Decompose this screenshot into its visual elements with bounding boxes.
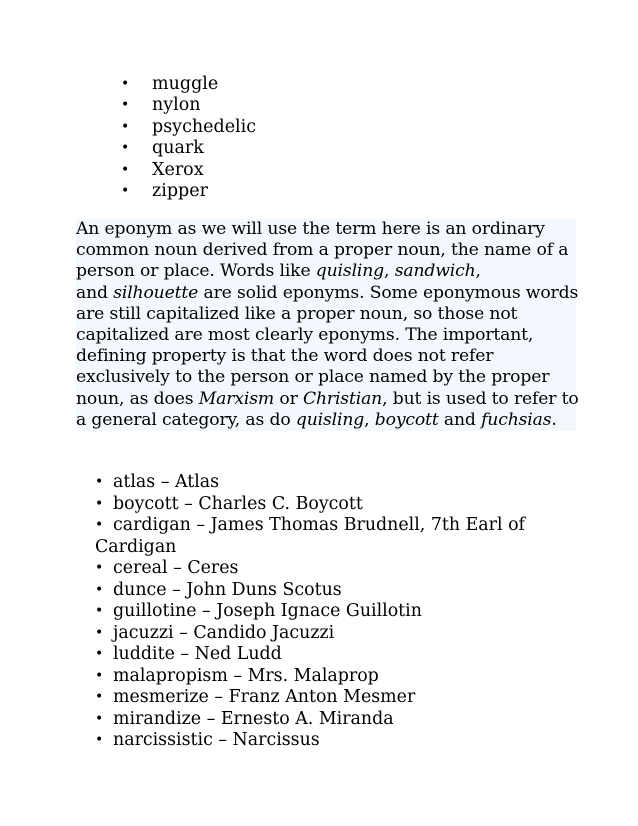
list-item-text: Xerox — [152, 159, 204, 180]
list-item — [121, 117, 256, 138]
list-item — [95, 666, 525, 688]
text-run: noun, as does — [76, 388, 199, 409]
list-item-text: malapropism – Mrs. Malaprop — [113, 665, 379, 686]
bullet: • — [95, 667, 104, 684]
bullet: • — [121, 183, 130, 200]
bullet: • — [121, 118, 130, 135]
bullet: • — [95, 495, 104, 512]
text-run: , — [475, 261, 481, 282]
italic-term: quisling — [315, 261, 385, 282]
italic-term: silhouette — [113, 282, 199, 303]
list-item — [95, 580, 525, 602]
bullet: • — [95, 560, 104, 576]
list-item — [95, 730, 525, 752]
list-item-text: zipper — [152, 181, 208, 202]
bullet: • — [121, 97, 130, 114]
text-run: are solid eponyms. Some eponymous words — [198, 282, 579, 303]
text-run: a general category, as do — [76, 409, 296, 430]
bullet: • — [95, 689, 104, 705]
paragraph-line — [76, 410, 576, 431]
list-item — [95, 687, 525, 709]
bullet: • — [95, 646, 104, 662]
bullet: • — [95, 603, 104, 619]
italic-term: Marxism — [198, 388, 275, 409]
list-item-text: luddite – Ned Ludd — [113, 644, 282, 664]
italic-term: fuchsias — [481, 409, 552, 430]
list-item — [95, 494, 525, 516]
list-item-text: cardigan – James Thomas Brudnell, 7th Earl of — [113, 515, 525, 535]
list-item-text: cereal – Ceres — [113, 558, 239, 578]
text-run: , — [384, 261, 395, 282]
list-item — [121, 181, 256, 202]
eponym-origin-list — [95, 472, 525, 752]
italic-term: quisling — [295, 409, 365, 430]
paragraph-line — [76, 282, 579, 304]
list-item — [95, 601, 525, 623]
paragraph-line: An eponym as we will use the term here is an ordinary — [76, 219, 545, 239]
list-item-text: quark — [152, 138, 204, 159]
text-run: and — [76, 282, 114, 303]
list-item-text: muggle — [152, 74, 219, 94]
text-run: , — [364, 409, 375, 430]
text-run: , but is used to refer to — [382, 388, 579, 409]
paragraph-line — [76, 388, 579, 410]
bullet: • — [95, 474, 104, 490]
list-item-text: atlas – Atlas — [113, 472, 220, 492]
bullet: • — [121, 76, 130, 92]
list-item-text: narcissistic – Narcissus — [113, 730, 320, 750]
italic-term: boycott — [374, 409, 439, 430]
list-item — [95, 472, 525, 494]
bullet: • — [121, 161, 130, 178]
bullet: • — [95, 624, 104, 641]
text-run: . — [551, 409, 557, 430]
text-run: and — [438, 409, 482, 430]
list-item-text: guillotine – Joseph Ignace Guillotin — [113, 601, 422, 621]
list-item-text: mesmerize – Franz Anton Mesmer — [113, 687, 416, 707]
text-run: or — [274, 388, 303, 409]
bullet: • — [95, 581, 104, 598]
word-list — [121, 74, 256, 202]
list-item — [95, 558, 525, 580]
list-item-text: dunce – John Duns Scotus — [113, 579, 342, 600]
italic-term: Christian — [302, 388, 383, 409]
paragraph-line: common noun derived from a proper noun, the name of a — [76, 240, 569, 261]
list-item-text: jacuzzi – Candido Jacuzzi — [113, 622, 335, 643]
paragraph-line: defining property is that the word does not refer — [76, 346, 494, 367]
paragraph-line: are still capitalized like a proper noun, so those not — [76, 303, 518, 324]
list-item — [121, 160, 256, 181]
italic-term: sandwich — [394, 261, 476, 282]
bullet: • — [95, 732, 104, 748]
list-item-text: mirandize – Ernesto A. Miranda — [113, 708, 394, 729]
list-item — [95, 623, 525, 645]
list-item — [95, 515, 525, 558]
list-item — [121, 95, 256, 116]
bullet: • — [95, 710, 104, 727]
list-item — [95, 644, 525, 666]
paragraph-line: capitalized are most clearly eponyms. The important, — [76, 325, 534, 346]
list-item-continuation: Cardigan — [95, 536, 177, 557]
paragraph-line — [76, 261, 576, 282]
list-item-text: psychedelic — [152, 116, 257, 137]
bullet: • — [121, 140, 130, 157]
bullet: • — [95, 517, 104, 533]
list-item — [121, 74, 256, 95]
list-item-text: boycott – Charles C. Boycott — [113, 493, 363, 514]
list-item-text: nylon — [152, 95, 201, 116]
text-run: person or place. Words like — [76, 261, 316, 282]
eponym-definition-paragraph — [76, 219, 579, 431]
paragraph-line: exclusively to the person or place named by the proper — [76, 367, 550, 388]
list-item — [95, 709, 525, 731]
list-item — [121, 138, 256, 159]
